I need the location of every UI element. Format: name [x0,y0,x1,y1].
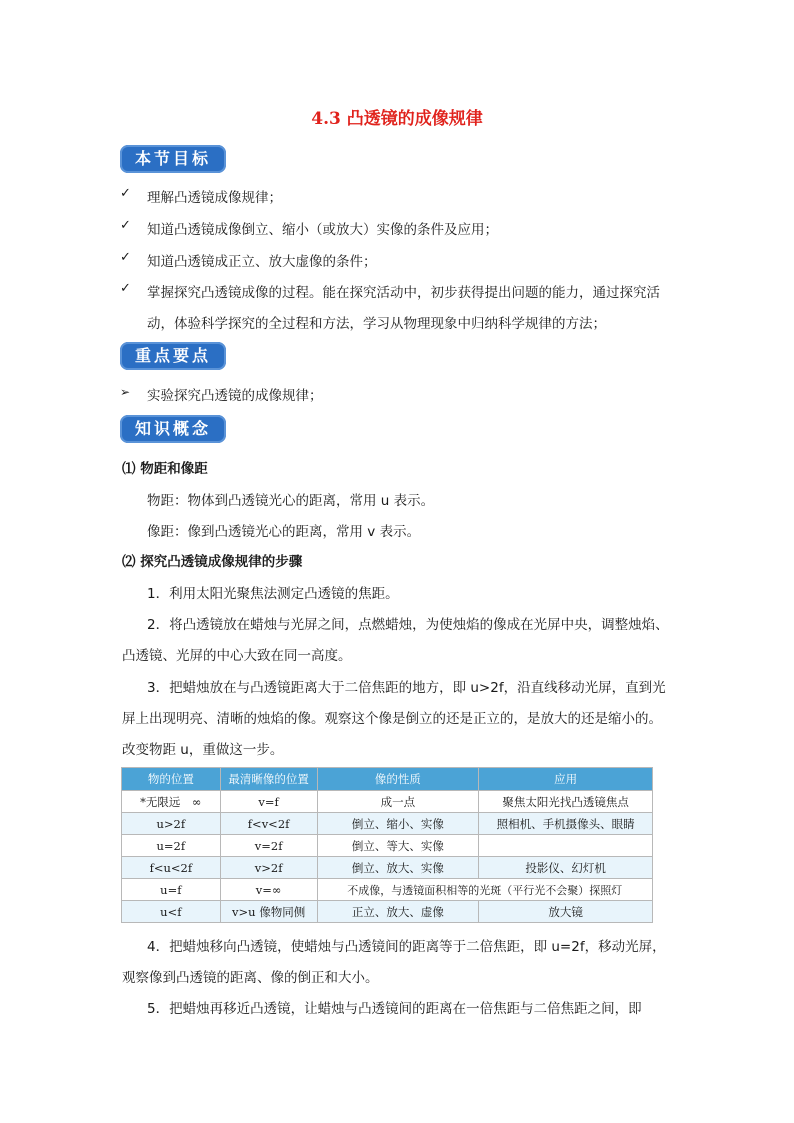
table-cell: 聚焦太阳光找凸透镜焦点 [479,791,653,813]
step-3-continued-2: 改变物距 u，重做这一步。 [122,742,284,758]
table-cell: u>2f [122,813,221,835]
table-cell: 不成像，与透镜面积相等的光斑（平行光不会聚）探照灯 [317,879,652,901]
heading-distance: ⑴ 物距和像距 [122,461,208,477]
table-cell: v>2f [220,857,317,879]
table-cell: 倒立、缩小、实像 [317,813,479,835]
header-application: 应用 [479,768,653,791]
table-cell: v>u 像物同侧 [220,901,317,923]
check-icon: ✓ [120,218,131,233]
step-3: 3．把蜡烛放在与凸透镜距离大于二倍焦距的地方，即 u>2f，沿直线移动光屏，直到光 [147,680,666,696]
table-row [122,901,653,923]
check-icon: ✓ [120,250,131,265]
page-title: 4.3 凸透镜的成像规律 [311,109,483,129]
heading-steps: ⑵ 探究凸透镜成像规律的步骤 [122,554,303,570]
goal-item: 知道凸透镜成正立、放大虚像的条件； [147,254,377,270]
table-cell: f<u<2f [122,857,221,879]
step-4: 4．把蜡烛移向凸透镜，使蜡烛与凸透镜间的距离等于二倍焦距，即 u=2f，移动光屏， [147,939,666,955]
table-cell: 投影仪、幻灯机 [479,857,653,879]
header-image-nature: 像的性质 [317,768,479,791]
table-row [122,813,653,835]
goal-item: 理解凸透镜成像规律； [147,190,282,206]
header-image-position: 最清晰像的位置 [220,768,317,791]
goal-item: 知道凸透镜成像倒立、缩小（或放大）实像的条件及应用； [147,222,498,238]
table-cell: 倒立、等大、实像 [317,835,479,857]
step-3-continued: 屏上出现明亮、清晰的烛焰的像。观察这个像是倒立的还是正立的，是放大的还是缩小的。 [122,711,662,727]
table-row [122,835,653,857]
object-distance-text: 物距：物体到凸透镜光心的距离，常用 u 表示。 [147,493,435,509]
table-row [122,791,653,813]
check-icon: ✓ [120,281,131,296]
table-cell: 倒立、放大、实像 [317,857,479,879]
goal-item: 掌握探究凸透镜成像的过程。能在探究活动中，初步获得提出问题的能力，通过探究活 [147,285,660,301]
header-object-position: 物的位置 [122,768,221,791]
table-cell: 照相机、手机摄像头、眼睛 [479,813,653,835]
step-5: 5．把蜡烛再移近凸透镜，让蜡烛与凸透镜间的距离在一倍焦距与二倍焦距之间，即 [147,1001,642,1017]
table-cell: v=∞ [220,879,317,901]
table-cell: 成一点 [317,791,479,813]
table-cell: v=2f [220,835,317,857]
arrow-bullet-icon: ➢ [120,385,131,399]
table-cell: 放大镜 [479,901,653,923]
table-cell: 正立、放大、虚像 [317,901,479,923]
step-2-continued: 凸透镜、光屏的中心大致在同一高度。 [122,648,352,664]
check-icon: ✓ [120,186,131,201]
section-badge-goals: 本节目标 [120,145,226,173]
table-cell: v=f [220,791,317,813]
table-cell: f<v<2f [220,813,317,835]
table-cell: *无限远 ∞ [122,791,221,813]
section-badge-key: 重点要点 [120,342,226,370]
table-header-row [122,768,653,791]
imaging-rules-table [121,767,653,923]
key-item: 实验探究凸透镜的成像规律； [147,388,323,404]
table-row [122,879,653,901]
table-row [122,857,653,879]
table-cell: u=f [122,879,221,901]
goal-item-continued: 动，体验科学探究的全过程和方法，学习从物理现象中归纳科学规律的方法； [147,316,606,332]
step-4-continued: 观察像到凸透镜的距离、像的倒正和大小。 [122,970,379,986]
image-distance-text: 像距：像到凸透镜光心的距离，常用 v 表示。 [147,524,421,540]
table-cell: u<f [122,901,221,923]
table-cell [479,835,653,857]
step-1: 1．利用太阳光聚焦法测定凸透镜的焦距。 [147,586,399,602]
table-cell: u=2f [122,835,221,857]
section-badge-concept: 知识概念 [120,415,226,443]
step-2: 2．将凸透镜放在蜡烛与光屏之间，点燃蜡烛，为使烛焰的像成在光屏中央，调整烛焰、 [147,617,669,633]
